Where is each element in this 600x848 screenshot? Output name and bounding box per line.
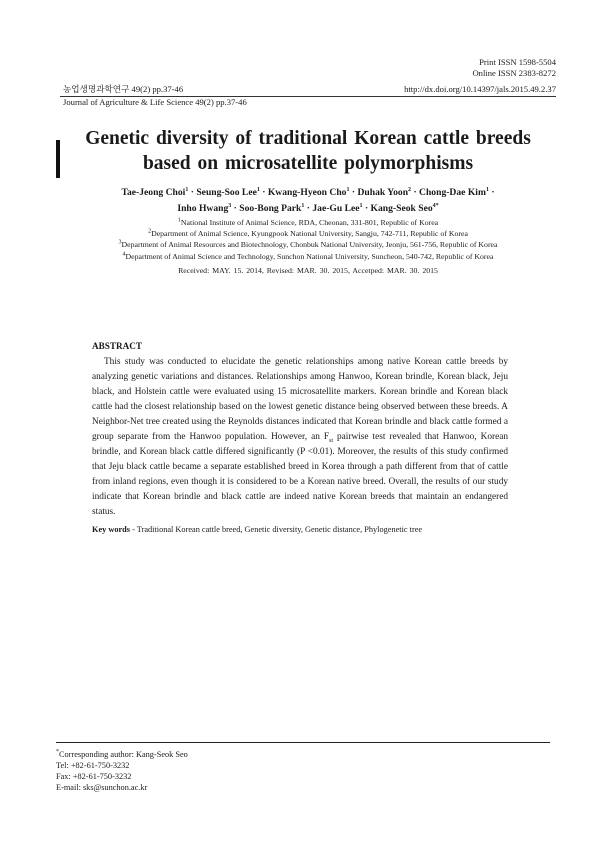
abstract-body bbox=[92, 355, 508, 521]
issn-block bbox=[356, 57, 556, 79]
author-name: Inho Hwang bbox=[177, 203, 229, 214]
affiliation-text: Department of Animal Science and Technology, Sunchon National University, Suncheon, 540-742, Republic of Korea bbox=[125, 251, 494, 261]
received-dates: Received: MAY. 15. 2014, Revised: MAR. 30. 2015, Accetped: MAR. 30. 2015 bbox=[178, 266, 438, 275]
corresponding-author-text: Corresponding author: Kang-Seok Seo bbox=[59, 750, 188, 759]
author-name: Kwang-Hyeon Cho bbox=[267, 187, 347, 198]
author-name: Seung-Soo Lee bbox=[196, 187, 257, 198]
author-list bbox=[60, 185, 556, 217]
author-affil-mark: 1 bbox=[359, 202, 363, 209]
affiliation-mark: 4 bbox=[122, 251, 126, 258]
author-affil-mark: 3 bbox=[228, 202, 232, 209]
title-line-2: based on microsatellite polymorphisms bbox=[142, 153, 474, 174]
author-affil-mark: 1 bbox=[256, 186, 260, 193]
journal-name: Journal of Agriculture & Life Science 49(2) pp.37-46 bbox=[63, 97, 247, 107]
telephone: Tel: +82-61-750-3232 bbox=[56, 761, 130, 770]
author-name: Duhak Yoon bbox=[357, 187, 409, 198]
affiliation-text: Department of Animal Science, Kyungpook National University, Sangju, 742-711, Republic of Korea bbox=[151, 229, 468, 239]
author-name: Tae-Jeong Choi bbox=[121, 187, 186, 198]
fax: Fax: +82-61-750-3232 bbox=[56, 772, 132, 781]
online-issn: Online ISSN 2383-8272 bbox=[472, 68, 556, 78]
abstract-text-part-1: This study was conducted to elucidate the genetic relationships among native Korean cattle breeds by analyzing genetic variations and distances. Relationships among Hanwoo, Korean brindle, Korean black, Jeju black, and Holstein cattle were evaluated using 15 microsatellite markers. Korean brindle and Korean black cattle had the closest relationship based on the lowest genetic distance being observed between these breeds. A Neighbor-Net tree created using the Reynolds distances indicated that Korean brindle and black cattle formed a group separate from the Hanwoo population. However, an F bbox=[92, 357, 508, 443]
author-line-2 bbox=[60, 201, 556, 217]
affiliation-list bbox=[60, 217, 556, 262]
author-name: Soo-Bong Park bbox=[239, 203, 302, 214]
running-header bbox=[63, 84, 556, 95]
author-separator: · bbox=[304, 203, 313, 214]
affiliation-item bbox=[60, 217, 556, 228]
author-affil-mark: 4* bbox=[432, 202, 439, 209]
doi-link[interactable]: http://dx.doi.org/10.14397/jals.2015.49.2.37 bbox=[404, 84, 556, 94]
author-affil-mark: 1 bbox=[301, 202, 305, 209]
affiliation-item bbox=[60, 228, 556, 239]
corresponding-mark: * bbox=[56, 749, 59, 756]
author-separator: · bbox=[411, 187, 420, 198]
author-separator: · bbox=[349, 187, 358, 198]
author-name: Chong-Dae Kim bbox=[419, 187, 486, 198]
affiliation-item bbox=[60, 239, 556, 250]
author-separator: · bbox=[188, 187, 197, 198]
affiliation-mark: 3 bbox=[118, 239, 122, 246]
abstract-text-part-2: pairwise test revealed that Hanwoo, Korean brindle, and Korean black cattle differed significantly (P <0.01). Moreover, the results of this study confirmed that Jeju black cattle became a separate established breed in Korea through a path different from that of cattle from inland regions, even though it is considered to be a Korean native breed. Overall, the results of our study indicate that Korean brindle and black cattle are indeed native Korean breeds that maintain an endangered status. bbox=[92, 432, 508, 518]
keywords-label: Key words bbox=[92, 525, 131, 534]
affiliation-mark: 1 bbox=[177, 217, 181, 224]
fst-subscript: st bbox=[329, 438, 334, 445]
author-affil-mark: 1 bbox=[346, 186, 350, 193]
author-affil-mark: 1 bbox=[185, 186, 189, 193]
author-separator: · bbox=[259, 187, 268, 198]
print-issn: Print ISSN 1598-5504 bbox=[479, 57, 556, 67]
affiliation-text: National Institute of Animal Science, RDA, Cheonan, 331-801, Republic of Korea bbox=[180, 218, 439, 227]
paper-title bbox=[60, 126, 556, 176]
affiliation-item bbox=[60, 251, 556, 262]
author-separator: · bbox=[488, 187, 495, 198]
keywords bbox=[92, 524, 512, 535]
affiliation-mark: 2 bbox=[148, 228, 152, 235]
affiliation-text: Department of Animal Resources and Biotechnology, Chonbuk National University, Jeonju, 561-756, Republic of Korea bbox=[121, 240, 498, 250]
author-name: Kang-Seok Seo bbox=[370, 203, 433, 214]
footnote-rule bbox=[56, 742, 550, 743]
author-separator: · bbox=[231, 203, 240, 214]
corresponding-author bbox=[56, 749, 188, 760]
author-name: Jae-Gu Lee bbox=[312, 203, 360, 214]
author-separator: · bbox=[362, 203, 371, 214]
running-header-korean: 농업생명과학연구 49(2) pp.37-46 bbox=[63, 84, 184, 94]
author-affil-mark: 1 bbox=[485, 186, 489, 193]
abstract-heading: ABSTRACT bbox=[92, 341, 143, 351]
keywords-text: - Traditional Korean cattle breed, Genetic diversity, Genetic distance, Phylogenetic tree bbox=[130, 525, 423, 534]
author-affil-mark: 2 bbox=[408, 186, 412, 193]
author-line-1 bbox=[60, 185, 556, 201]
email[interactable]: E-mail: sks@sunchon.ac.kr bbox=[56, 783, 148, 792]
corresponding-footnote bbox=[56, 749, 188, 793]
title-line-1: Genetic diversity of traditional Korean cattle breeds bbox=[85, 128, 531, 149]
